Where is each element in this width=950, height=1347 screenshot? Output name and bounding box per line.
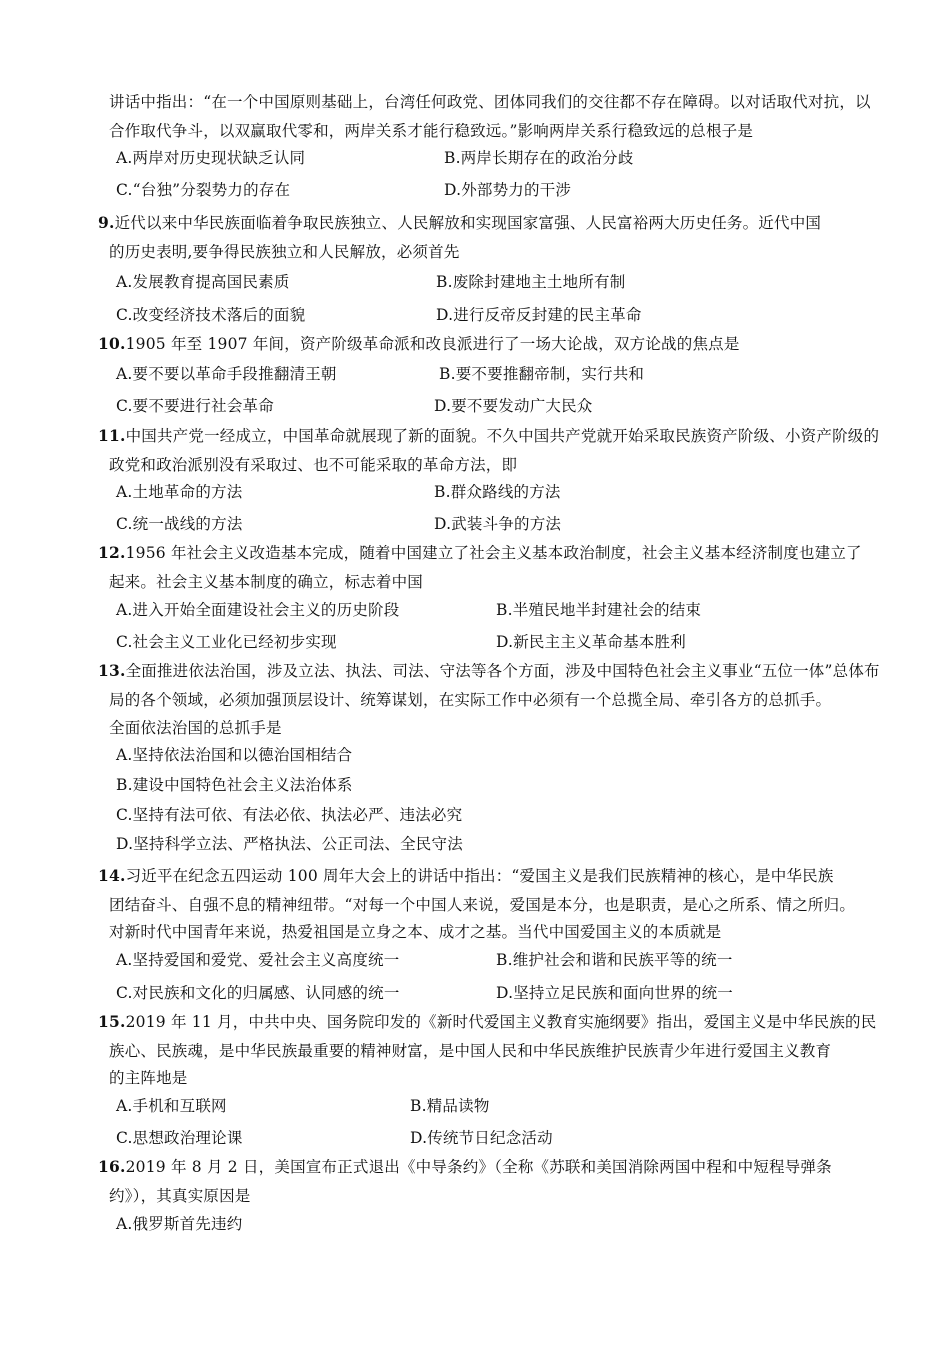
q12-stem-line-2: 起来。社会主义基本制度的确立，标志着中国 (109, 573, 424, 591)
q16-stem-line-1 (98, 1157, 832, 1177)
q15-option-b: B.精品读物 (410, 1097, 490, 1115)
q14-option-c: C.对民族和文化的归属感、认同感的统一 (116, 984, 400, 1002)
q12-option-d: D.新民主主义革命基本胜利 (496, 633, 686, 651)
q15-stem-line-1 (98, 1012, 876, 1032)
q9-stem-line-2: 的历史表明,要争得民族独立和人民解放，必须首先 (109, 243, 460, 261)
q14-number: 14. (98, 866, 126, 885)
q13-number: 13. (98, 661, 126, 680)
q9-option-a: A.发展教育提高国民素质 (116, 273, 290, 291)
q12-option-a: A.进入开始全面建设社会主义的历史阶段 (116, 601, 400, 619)
q8-option-b: B.两岸长期存在的政治分歧 (444, 149, 634, 167)
q11-option-b: B.群众路线的方法 (434, 483, 561, 501)
q16-text: 2019 年 8 月 2 日，美国宣布正式退出《中导条约》（全称《苏联和美国消除两国中程和中短程导弹条 (125, 1158, 832, 1176)
q14-option-b: B.维护社会和谐和民族平等的统一 (496, 951, 733, 969)
q10-option-a: A.要不要以革命手段推翻清王朝 (116, 365, 337, 383)
q12-option-c: C.社会主义工业化已经初步实现 (116, 633, 337, 651)
q8-option-c: C.“台独”分裂势力的存在 (116, 181, 291, 199)
q13-option-b: B.建设中国特色社会主义法治体系 (116, 776, 353, 794)
q12-option-b: B.半殖民地半封建社会的结束 (496, 601, 702, 619)
q9-stem-line-1 (98, 213, 821, 233)
q15-option-c: C.思想政治理论课 (116, 1129, 243, 1147)
q13-option-c: C.坚持有法可依、有法必依、执法必严、违法必究 (116, 806, 463, 824)
q10-option-b: B.要不要推翻帝制，实行共和 (439, 365, 645, 383)
q9-text: 近代以来中华民族面临着争取民族独立、人民解放和实现国家富强、人民富裕两大历史任务。近代中国 (114, 214, 822, 232)
q13-stem-line-3: 全面依法治国的总抓手是 (109, 719, 282, 737)
q13-option-d: D.坚持科学立法、严格执法、公正司法、全民守法 (116, 835, 463, 853)
q11-text: 中国共产党一经成立，中国革命就展现了新的面貌。不久中国共产党就开始采取民族资产阶级、小资产阶级的 (125, 427, 880, 445)
q15-stem-line-2: 族心、民族魂，是中华民族最重要的精神财富，是中国人民和中华民族维护民族青少年进行爱国主义教育 (109, 1042, 832, 1060)
q14-option-a: A.坚持爱国和爱党、爱社会主义高度统一 (116, 951, 400, 969)
q10-option-d: D.要不要发动广大民众 (434, 397, 593, 415)
q11-option-c: C.统一战线的方法 (116, 515, 243, 533)
q14-text: 习近平在纪念五四运动 100 周年大会上的讲话中指出：“爱国主义是我们民族精神的核心，是中华民族 (125, 867, 834, 885)
q11-number: 11. (98, 426, 126, 445)
q11-option-a: A.土地革命的方法 (116, 483, 243, 501)
q13-stem-line-2: 局的各个领域，必须加强顶层设计、统筹谋划，在实际工作中必须有一个总揽全局、牵引各方的总抓手。 (109, 691, 832, 709)
q14-stem-line-3: 对新时代中国青年来说，热爱祖国是立身之本、成才之基。当代中国爱国主义的本质就是 (109, 923, 722, 941)
q15-number: 15. (98, 1012, 126, 1031)
q16-stem-line-2: 约》），其真实原因是 (109, 1187, 251, 1205)
q13-option-a: A.坚持依法治国和以德治国相结合 (116, 746, 353, 764)
q11-stem-line-2: 政党和政治派别没有采取过、也不可能采取的革命方法，即 (109, 456, 518, 474)
q15-option-d: D.传统节日纪念活动 (410, 1129, 553, 1147)
q10-option-c: C.要不要进行社会革命 (116, 397, 274, 415)
q11-option-d: D.武装斗争的方法 (434, 515, 562, 533)
q13-stem-line-1 (98, 661, 880, 681)
q10-text: 1905 年至 1907 年间，资产阶级革命派和改良派进行了一场大论战，双方论战的焦点是 (125, 335, 740, 353)
q15-text: 2019 年 11 月，中共中央、国务院印发的《新时代爱国主义教育实施纲要》指出，爱国主义是中华民族的民 (125, 1013, 877, 1031)
q8-text-line-2: 合作取代争斗，以双赢取代零和，两岸关系才能行稳致远。”影响两岸关系行稳致远的总根子是 (109, 122, 754, 140)
q9-number: 9. (98, 213, 115, 232)
q14-stem-line-1 (98, 866, 834, 886)
q14-option-d: D.坚持立足民族和面向世界的统一 (496, 984, 734, 1002)
q9-option-c: C.改变经济技术落后的面貌 (116, 306, 306, 324)
q12-text: 1956 年社会主义改造基本完成，随着中国建立了社会主义基本政治制度，社会主义基本经济制度也建立了 (125, 544, 862, 562)
q9-option-b: B.废除封建地主土地所有制 (436, 273, 626, 291)
q15-option-a: A.手机和互联网 (116, 1097, 227, 1115)
q12-number: 12. (98, 543, 126, 562)
q10-stem-line-1 (98, 334, 740, 354)
q15-stem-line-3: 的主阵地是 (109, 1069, 188, 1087)
q9-option-d: D.进行反帝反封建的民主革命 (436, 306, 642, 324)
q8-text-line-1: 讲话中指出：“在一个中国原则基础上，台湾任何政党、团体同我们的交往都不存在障碍。以对话取代对抗，以 (109, 93, 871, 111)
q14-stem-line-2: 团结奋斗、自强不息的精神纽带。“对每一个中国人来说，爱国是本分，也是职责，是心之所系、情之所归。 (109, 896, 856, 914)
q12-stem-line-1 (98, 543, 862, 563)
q16-option-a: A.俄罗斯首先违约 (116, 1215, 243, 1233)
q13-text: 全面推进依法治国，涉及立法、执法、司法、守法等各个方面，涉及中国特色社会主义事业“五位一体”总体布 (125, 662, 880, 680)
q10-number: 10. (98, 334, 126, 353)
q16-number: 16. (98, 1157, 126, 1176)
q8-option-a: A.两岸对历史现状缺乏认同 (116, 149, 306, 167)
q8-option-d: D.外部势力的干涉 (444, 181, 572, 199)
q11-stem-line-1 (98, 426, 879, 446)
